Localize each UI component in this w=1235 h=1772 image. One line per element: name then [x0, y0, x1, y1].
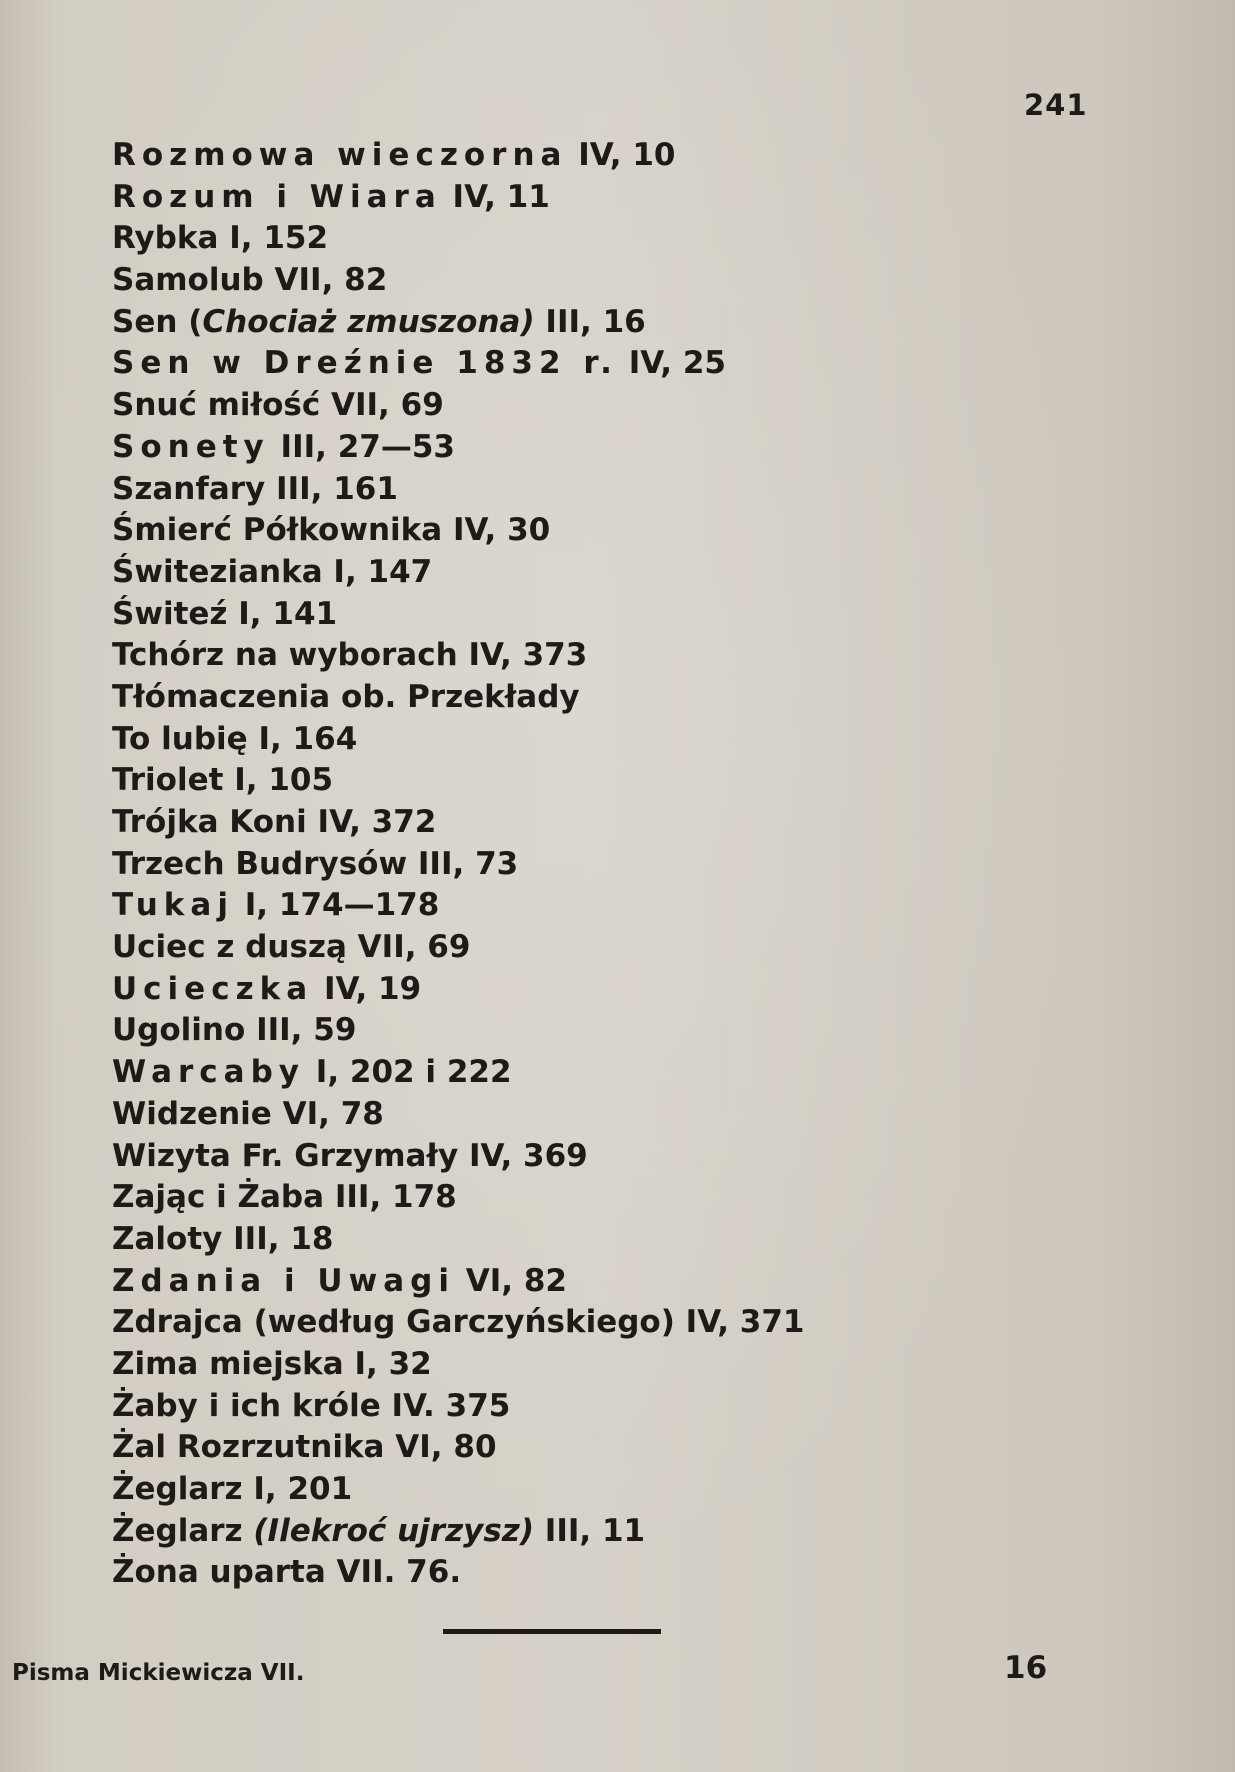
- entry-reference: IV. 375: [380, 1387, 511, 1424]
- index-entry: [112, 1094, 805, 1136]
- entry-reference: IV, 19: [313, 970, 422, 1007]
- entry-title: Sonety: [112, 428, 270, 465]
- entry-reference: VII. 76.: [325, 1554, 462, 1591]
- entry-title: Świtezianka: [112, 553, 323, 590]
- entry-title: To lubię: [112, 720, 248, 757]
- index-entry: [112, 1219, 805, 1261]
- entry-reference: IV, 30: [442, 512, 551, 549]
- page-number: 241: [1024, 88, 1088, 122]
- index-entry: [112, 677, 805, 719]
- entry-reference: III, 18: [222, 1220, 334, 1257]
- entry-reference: III, 11: [534, 1512, 646, 1549]
- footer-rule: [443, 1629, 661, 1634]
- index-entry: [112, 1511, 805, 1553]
- index-entry: [112, 1552, 805, 1594]
- entry-title: Zaloty: [112, 1220, 223, 1257]
- entry-reference: I, 174—178: [233, 887, 440, 924]
- entry-reference: IV, 25: [617, 345, 726, 382]
- entry-title: Widzenie: [112, 1095, 272, 1132]
- entry-reference: III, 178: [324, 1179, 457, 1216]
- entry-reference: III, 73: [407, 845, 519, 882]
- entry-reference: I, 141: [227, 595, 338, 632]
- index-entry: [112, 427, 805, 469]
- entry-title: Trójka Koni: [112, 804, 307, 840]
- entry-title: Zima miejska: [112, 1345, 344, 1382]
- index-entry: [112, 719, 805, 761]
- entry-title: Zając i Żaba: [112, 1179, 325, 1216]
- entry-reference: I, 201: [242, 1471, 353, 1507]
- index-list: [112, 135, 805, 1594]
- signature-number: 16: [1004, 1650, 1048, 1686]
- index-entry: [112, 844, 805, 886]
- entry-title: Rybka: [112, 220, 219, 257]
- entry-title: Sen w Dreźnie 1832 r.: [112, 345, 618, 382]
- index-entry: [112, 1469, 805, 1511]
- entry-title: Tukaj: [112, 887, 234, 924]
- entry-title: Żeglarz: [112, 1512, 254, 1549]
- entry-title: Świteź: [112, 595, 228, 632]
- index-entry: [112, 510, 805, 552]
- entry-reference: III, 161: [265, 470, 398, 507]
- entry-reference: IV, 11: [441, 178, 550, 215]
- entry-reference: III, 16: [534, 303, 646, 340]
- index-entry: [112, 385, 805, 427]
- index-entry: [112, 802, 805, 844]
- entry-title: Zdrajca (według Garczyńskiego): [112, 1304, 675, 1341]
- index-entry: [112, 885, 805, 927]
- index-entry: [112, 635, 805, 677]
- entry-reference: IV, 371: [674, 1304, 805, 1341]
- entry-reference: III, 27—53: [269, 428, 455, 465]
- entry-title: Rozum i Wiara: [112, 178, 442, 215]
- entry-title: Snuć miłość: [112, 387, 321, 424]
- entry-title: Sen (: [112, 303, 203, 340]
- entry-reference: I, 202 i 222: [305, 1054, 512, 1091]
- entry-title-italic: Chociaż zmuszona): [202, 303, 535, 340]
- entry-title: Rozmowa wieczorna: [112, 137, 568, 173]
- entry-reference: I, 105: [223, 762, 334, 799]
- index-entry: [112, 1136, 805, 1178]
- entry-reference: I, 164: [247, 720, 358, 757]
- index-entry: [112, 1344, 805, 1386]
- entry-reference: IV, 372: [306, 804, 437, 840]
- entry-title: Ugolino: [112, 1012, 246, 1049]
- entry-title: Triolet: [112, 762, 224, 799]
- index-entry: [112, 135, 805, 177]
- entry-reference: III, 59: [245, 1012, 357, 1049]
- entry-title: Samolub: [112, 262, 264, 299]
- entry-title: Ucieczka: [112, 970, 314, 1007]
- index-entry: [112, 1261, 805, 1303]
- entry-reference: I, 32: [343, 1345, 432, 1382]
- entry-reference: VI, 82: [454, 1262, 567, 1299]
- entry-title-italic: (Ilekroć ujrzysz): [253, 1512, 534, 1549]
- entry-reference: VII, 69: [346, 929, 471, 966]
- entry-reference: IV, 369: [458, 1137, 588, 1174]
- index-entry: [112, 1302, 805, 1344]
- footer-title: Pisma Mickiewicza VII.: [12, 1660, 305, 1686]
- entry-title: Żeglarz: [112, 1471, 243, 1507]
- index-entry: [112, 594, 805, 636]
- entry-reference: I, 152: [218, 220, 329, 257]
- index-entry: [112, 1010, 805, 1052]
- index-entry: [112, 260, 805, 302]
- entry-reference: I, 147: [322, 553, 433, 590]
- entry-title: Warcaby: [112, 1054, 305, 1091]
- entry-title: Uciec z duszą: [112, 929, 347, 966]
- entry-title: Tchórz na wyborach: [112, 637, 458, 674]
- entry-title: Tłómaczenia ob. Przekłady: [112, 678, 580, 715]
- index-entry: [112, 469, 805, 511]
- entry-title: Trzech Budrysów: [112, 845, 408, 882]
- entry-reference: VII, 82: [263, 262, 388, 299]
- entry-reference: VI, 78: [271, 1095, 384, 1132]
- entry-title: Szanfary: [112, 470, 266, 507]
- index-entry: [112, 1427, 805, 1469]
- index-entry: [112, 552, 805, 594]
- index-entry: [112, 760, 805, 802]
- entry-title: Śmierć Półkownika: [112, 512, 443, 549]
- index-entry: [112, 1052, 805, 1094]
- entry-title: Wizyta Fr. Grzymały: [112, 1137, 459, 1174]
- index-entry: [112, 177, 805, 219]
- index-entry: [112, 1177, 805, 1219]
- entry-reference: IV, 373: [457, 637, 588, 674]
- index-entry: [112, 1386, 805, 1428]
- entry-title: Żaby i ich króle: [112, 1387, 381, 1424]
- index-entry: [112, 218, 805, 260]
- entry-title: Żona uparta: [112, 1554, 326, 1591]
- entry-title: Żal Rozrzutnika: [112, 1429, 385, 1466]
- entry-reference: VII, 69: [320, 387, 444, 424]
- index-entry: [112, 343, 805, 385]
- index-entry: [112, 969, 805, 1011]
- entry-reference: VI, 80: [384, 1429, 497, 1466]
- entry-reference: IV, 10: [567, 137, 676, 173]
- entry-title: Zdania i Uwagi: [112, 1262, 455, 1299]
- index-entry: [112, 302, 805, 344]
- index-entry: [112, 927, 805, 969]
